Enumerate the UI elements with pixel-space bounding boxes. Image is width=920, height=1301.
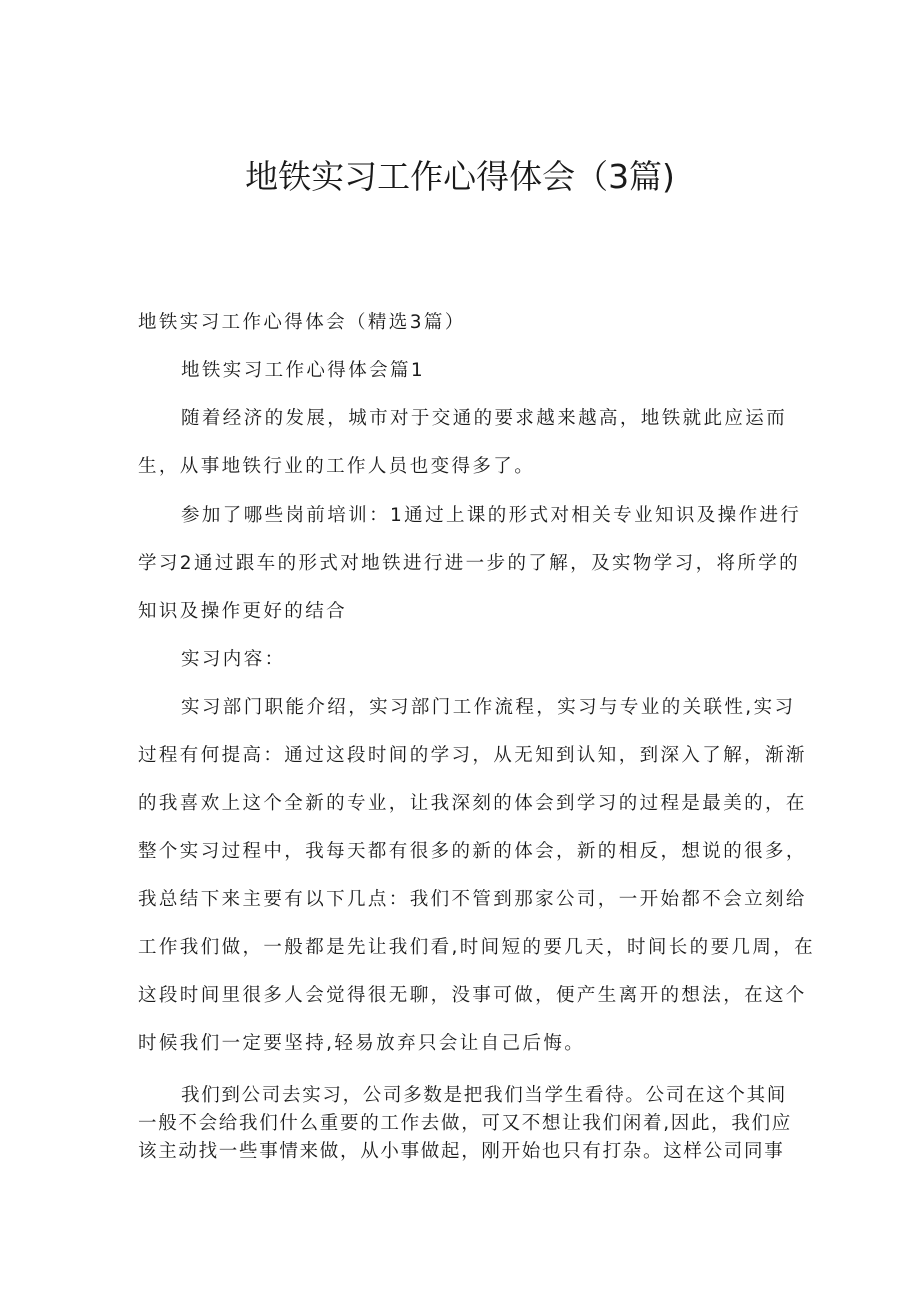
section-heading: 地铁实习工作心得体会篇1 <box>181 360 426 381</box>
paragraph-2-line-3: 知识及操作更好的结合 <box>138 601 348 622</box>
paragraph-3-line-5: 我总结下来主要有以下几点：我们不管到那家公司，一开始都不会立刻给 <box>138 889 807 910</box>
paragraph-1-line-2: 生，从事地铁行业的工作人员也变得多了。 <box>138 456 536 477</box>
content-label: 实习内容： <box>181 649 286 670</box>
paragraph-3-line-4: 整个实习过程中，我每天都有很多的新的体会，新的相反，想说的很多， <box>138 841 807 862</box>
paragraph-4-line-1: 我们到公司去实习，公司多数是把我们当学生看待。公司在这个其间 <box>181 1085 788 1106</box>
paragraph-2-line-2: 学习2通过跟车的形式对地铁进行进一步的了解，及实物学习，将所学的 <box>138 553 801 574</box>
paragraph-3-line-1: 实习部门职能介绍，实习部门工作流程，实习与专业的关联性,实习 <box>181 697 796 718</box>
paragraph-3-line-8: 时候我们一定要坚持,轻易放弃只会让自己后悔。 <box>138 1033 586 1054</box>
page-title: 地铁实习工作心得体会（3篇) <box>245 157 675 196</box>
paragraph-1-line-1: 随着经济的发展，城市对于交通的要求越来越高，地铁就此应运而 <box>181 408 788 429</box>
paragraph-2-line-1: 参加了哪些岗前培训：1通过上课的形式对相关专业知识及操作进行 <box>181 505 802 526</box>
paragraph-3-line-2: 过程有何提高：通过这段时间的学习，从无知到认知，到深入了解，渐渐 <box>138 745 807 766</box>
paragraph-4-line-3: 该主动找一些事情来做，从小事做起，刚开始也只有打杂。这样公司同事 <box>138 1141 785 1162</box>
paragraph-3-line-6: 工作我们做，一般都是先让我们看,时间短的要几天，时间长的要几周，在 <box>138 937 816 958</box>
paragraph-4-line-2: 一般不会给我们什么重要的工作去做，可又不想让我们闲着,因此，我们应 <box>138 1113 792 1134</box>
paragraph-3-line-3: 的我喜欢上这个全新的专业，让我深刻的体会到学习的过程是最美的，在 <box>138 793 807 814</box>
document-subtitle: 地铁实习工作心得体会（精选3篇） <box>138 312 466 333</box>
paragraph-3-line-7: 这段时间里很多人会觉得很无聊，没事可做，便产生离开的想法，在这个 <box>138 985 807 1006</box>
